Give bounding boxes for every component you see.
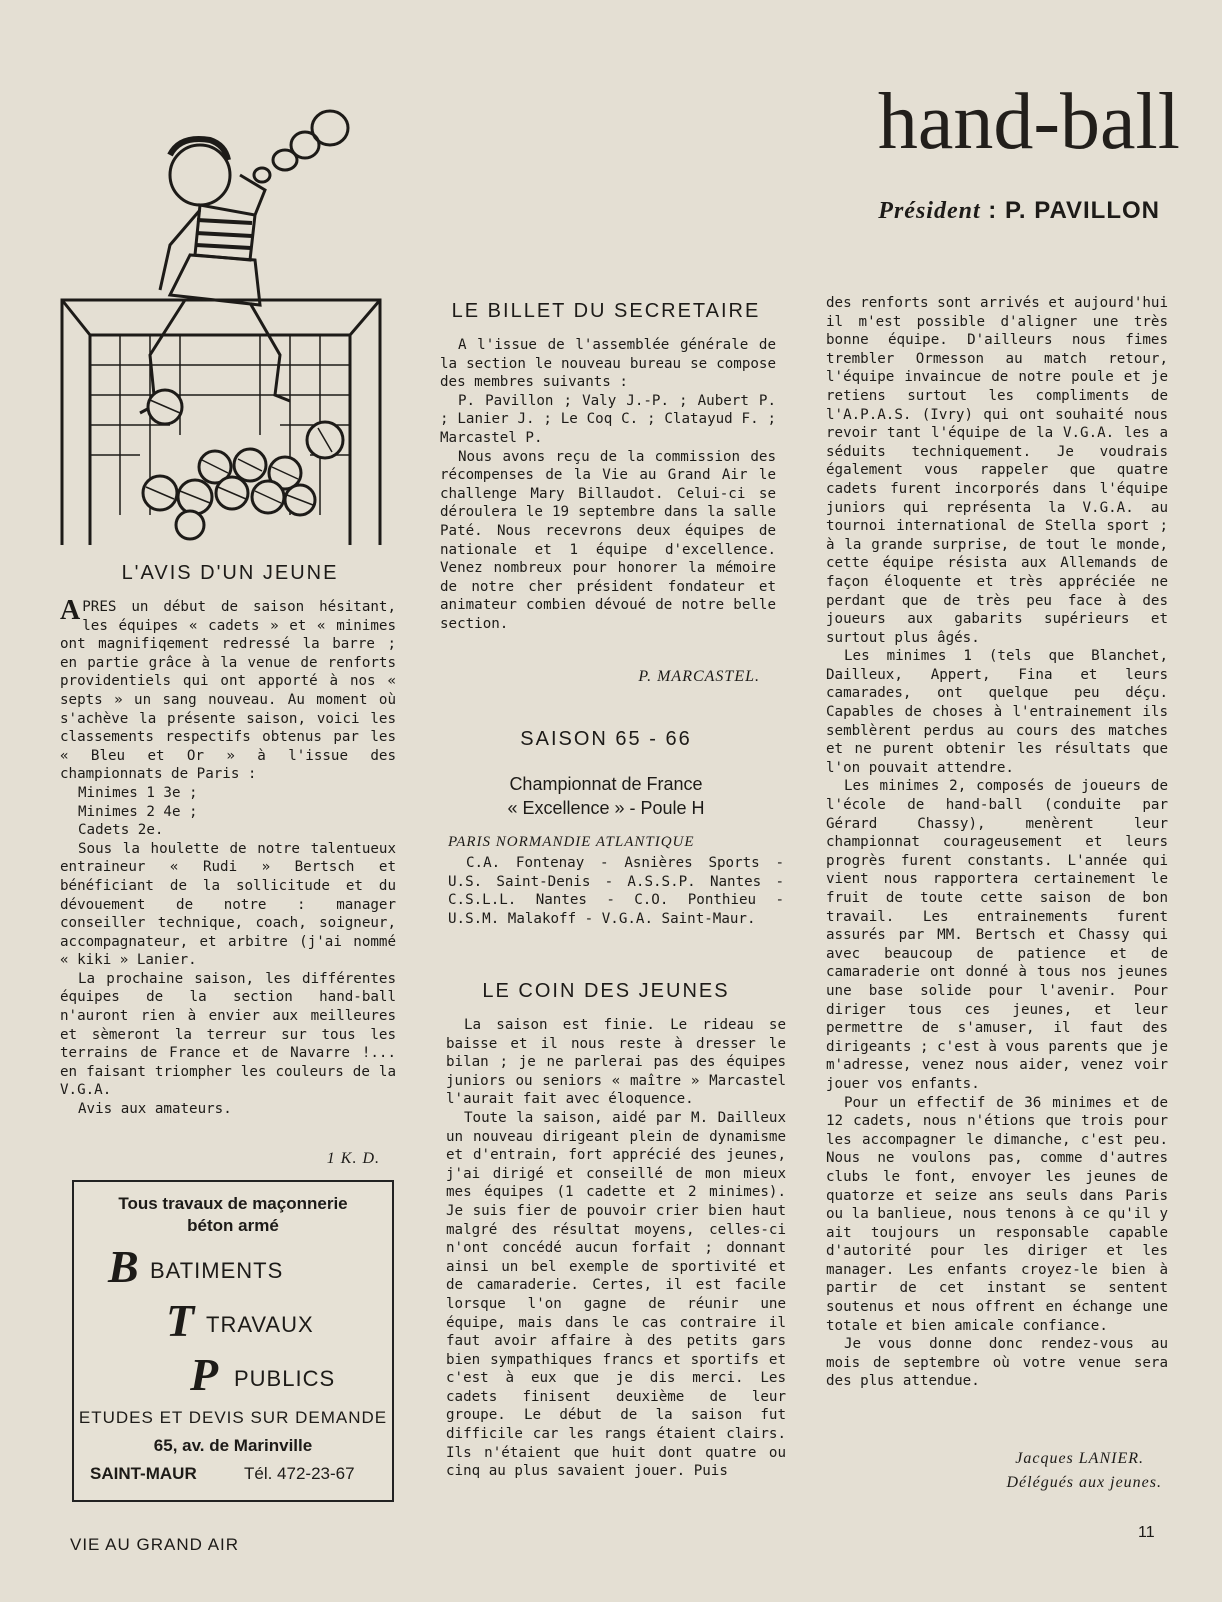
ad-line1: Tous travaux de maçonnerie bbox=[118, 1194, 348, 1213]
standing-item: Minimes 1 3e ; bbox=[78, 784, 198, 801]
avis-heading: L'AVIS D'UN JEUNE bbox=[121, 562, 339, 584]
coin-p3: des renforts sont arrivés et aujourd'hui il m'est possible d'aligner une très bonne équipe. D'ailleurs nous fimes trembler Ormesson au match retour, l'équipe invaincue de notre poule et je retiens surtout les compliments de l'A.P.A.S. (Ivry) qui ont souhaité nous revoir tant l'équipe de la V.G.A. les a séduits techniquement. Je voudrais également vous rappeler que quatre cadets furent incorporés dans l'équipe juniors qui représenta la V.G.A. au tournoi international de Stella sport ; à la grande surprise, de tout le monde, cette équipe résista aux Allemands de façon éloquente et très appréciée ne perdant que de très peu face à des joueurs aux gabarits supérieurs et surtout plus âgés. bbox=[826, 295, 1168, 646]
coin-heading: LE COIN DES JEUNES bbox=[482, 980, 730, 1002]
ad-b-letter: B bbox=[108, 1241, 139, 1292]
ad-p-letter: P bbox=[190, 1349, 219, 1400]
coin-article-col2 bbox=[826, 294, 1168, 1391]
saison-teams-block bbox=[448, 854, 784, 928]
billet-heading: LE BILLET DU SECRETAIRE bbox=[451, 300, 761, 322]
page-number: 11 bbox=[1138, 1524, 1155, 1541]
billet-p3: Nous avons reçu de la commission des récompenses de la Vie au Grand Air le challenge Mary Billaudot. Celui-ci se déroulera le 19 septembre dans la salle Paté. Nous recevrons deux équipes de nationale et 1 équipe d'excellence. Venez nombreux pour honorer la mémoire de notre cher président fondateur et animateur combien dévoué de notre belle section. bbox=[440, 448, 776, 632]
standing-item: Minimes 2 4e ; bbox=[78, 803, 198, 820]
saison-group: PARIS NORMANDIE ATLANTIQUE bbox=[448, 834, 695, 850]
avis-article bbox=[60, 595, 396, 1119]
president-label: Président bbox=[878, 198, 981, 224]
avis-dropcap: A bbox=[60, 595, 81, 626]
page-title: hand-ball bbox=[877, 78, 1180, 166]
coin-p4: Les minimes 1 (tels que Blanchet, Dailleux, Appert, Fina et leurs camarades, ont quelque peu déçu. Capables de choses à l'entrainement ils semblèrent perdus au cours des matches et ne purent obtenir les résultats que l'on pouvait attendre. bbox=[826, 648, 1168, 776]
ad-line2: béton armé bbox=[187, 1216, 279, 1235]
president-name: P. PAVILLON bbox=[1004, 197, 1160, 224]
coin-p1: La saison est finie. Le rideau se baisse et il nous reste à dresser le bilan ; je ne parlerai pas des équipes juniors ou seniors « maître » Marcastel l'aurait fait avec éloquence. bbox=[446, 1017, 786, 1108]
ad-p-word: PUBLICS bbox=[234, 1366, 336, 1391]
saison-heading: SAISON 65 - 66 bbox=[520, 728, 692, 750]
player-on-goal-illustration bbox=[50, 95, 390, 555]
coin-signature-name: Jacques LANIER. bbox=[1015, 1450, 1144, 1467]
saison-sub2: « Excellence » - Poule H bbox=[507, 798, 705, 818]
coin-p2: Toute la saison, aidé par M. Dailleux un nouveau dirigeant plein de dynamisme et d'entrain, fort apprécié des jeunes, j'ai dirigé et conseillé de mon mieux mes équipes (1 cadette et 2 minimes). Je suis fier de pouvoir crier bien haut malgré des résultat moyens, celles-ci n'ont concédé aucun forfait ; donnant ainsi un bel exemple de sportivité et de camaraderie. Certes, il est facile lorsque l'on gagne de réunir une équipe, mais dans le cas contraire il faut avoir affaire à des petits gars bien sympathiques francs et sportifs et c'est à eux que je dis merci. Les cadets finisent deuxième de leur groupe. Le début de la saison fut difficile car les rangs étaient clairs. Ils n'étaient que huit dont quatre ou cinq au plus savaient jouer. Puis bbox=[446, 1109, 786, 1480]
president-separator: : bbox=[988, 197, 998, 224]
coin-p6: Pour un effectif de 36 minimes et de 12 cadets, nous n'étions que trois pour les accompagner le dimanche, c'est peu. Nous ne voulons pas, comme d'autres clubs le font, envoyer les jeunes de quatorze et seize ans seuls dans Paris ou la banlieue, nous tenons à ce qu'il y ait toujours un responsable capable d'autorité pour les diriger et les manager. Les enfants croyez-le bien à partir de cet instant se sentent soutenus et nous offrent en échange une totale et bien amicale confiance. bbox=[826, 1094, 1168, 1334]
president-line bbox=[770, 197, 1160, 225]
coin-article-col1 bbox=[446, 1016, 786, 1481]
avis-p1: PRES un début de saison hésitant, les équipes « cadets » et « minimes ont magnifiqement redressé la barre ; en partie grâce à la venue de renforts providentiels qui ont apporté à nos « septs » un sang nouveau. Au moment où s'achève la présente saison, voici les classements respectifs obtenus par les « Bleu et Or » à l'issue des championnats de Paris : bbox=[60, 599, 396, 783]
billet-signature: P. MARCASTEL. bbox=[638, 668, 760, 685]
ad-phone: Tél. 472-23-67 bbox=[244, 1464, 355, 1483]
billet-p1: A l'issue de l'assemblée générale de la section le nouveau bureau se compose des membres suivants : bbox=[440, 337, 776, 391]
publication-name: VIE AU GRAND AIR bbox=[70, 1535, 240, 1554]
ad-t-word: TRAVAUX bbox=[206, 1312, 314, 1337]
billet-p2: P. Pavillon ; Valy J.-P. ; Aubert P. ; Lanier J. ; Le Coq C. ; Clatayud F. ; Marcastel P. bbox=[440, 392, 776, 446]
billet-article bbox=[440, 336, 776, 634]
avis-signature: 1 K. D. bbox=[326, 1150, 380, 1167]
avis-p2: Sous la houlette de notre talentueux entraineur « Rudi » Bertsch et bénéficiant de la sollicitude et du dévouement de notre : manager conseiller technique, coach, soigneur, accompagnateur, et arbitre (j'ai nommé « kiki » Lanier. bbox=[60, 840, 396, 969]
standing-item: Cadets 2e. bbox=[78, 822, 164, 839]
ad-address: 65, av. de Marinville bbox=[153, 1436, 313, 1455]
saison-teams: C.A. Fontenay - Asnières Sports - U.S. Saint-Denis - A.S.S.P. Nantes - C.S.L.L. Nantes - C.O. Ponthieu - U.S.M. Malakoff - V.G.A. Saint-Maur. bbox=[448, 855, 784, 927]
avis-p3: La prochaine saison, les différentes équipes de la section hand-ball n'auront rien à envier aux meilleures et sèmeront la terreur sur tous les terrains de France et de Navarre !... en faisant triompher les couleurs de la V.G.A. bbox=[60, 970, 396, 1099]
ad-city: SAINT-MAUR bbox=[90, 1464, 197, 1483]
ad-devis: ETUDES ET DEVIS SUR DEMANDE bbox=[78, 1408, 388, 1427]
coin-signature-role: Délégués aux jeunes. bbox=[1006, 1474, 1162, 1491]
saison-sub1: Championnat de France bbox=[509, 774, 703, 794]
ad-b-word: BATIMENTS bbox=[150, 1258, 284, 1283]
avis-p4: Avis aux amateurs. bbox=[78, 1101, 232, 1118]
ad-t-letter: T bbox=[166, 1295, 195, 1346]
advertisement-box bbox=[72, 1180, 394, 1502]
coin-p5: Les minimes 2, composés de joueurs de l'école de hand-ball (conduite par Gérard Chassy), menèrent leur championnat courageusement et leurs progrès furent constants. L'année qui vient nous rapportera certainement le fruit de toute cette saison de bon travail. Les entrainements furent assurés par MM. Bertsch et Chassy qui avec beaucoup de patience et de camaraderie ont donné à tous nos jeunes une base solide pour l'avenir. Pour diriger tous ces jeunes, et leur permettre de s'amuser, il faut des dirigeants ; c'est à vous parents que je m'adresse, venez nous aider, venez voir jouer vos enfants. bbox=[826, 778, 1168, 1092]
coin-p7: Je vous donne donc rendez-vous au mois de septembre où votre venue sera des plus attendue. bbox=[826, 1336, 1168, 1390]
standings-list bbox=[78, 784, 396, 840]
